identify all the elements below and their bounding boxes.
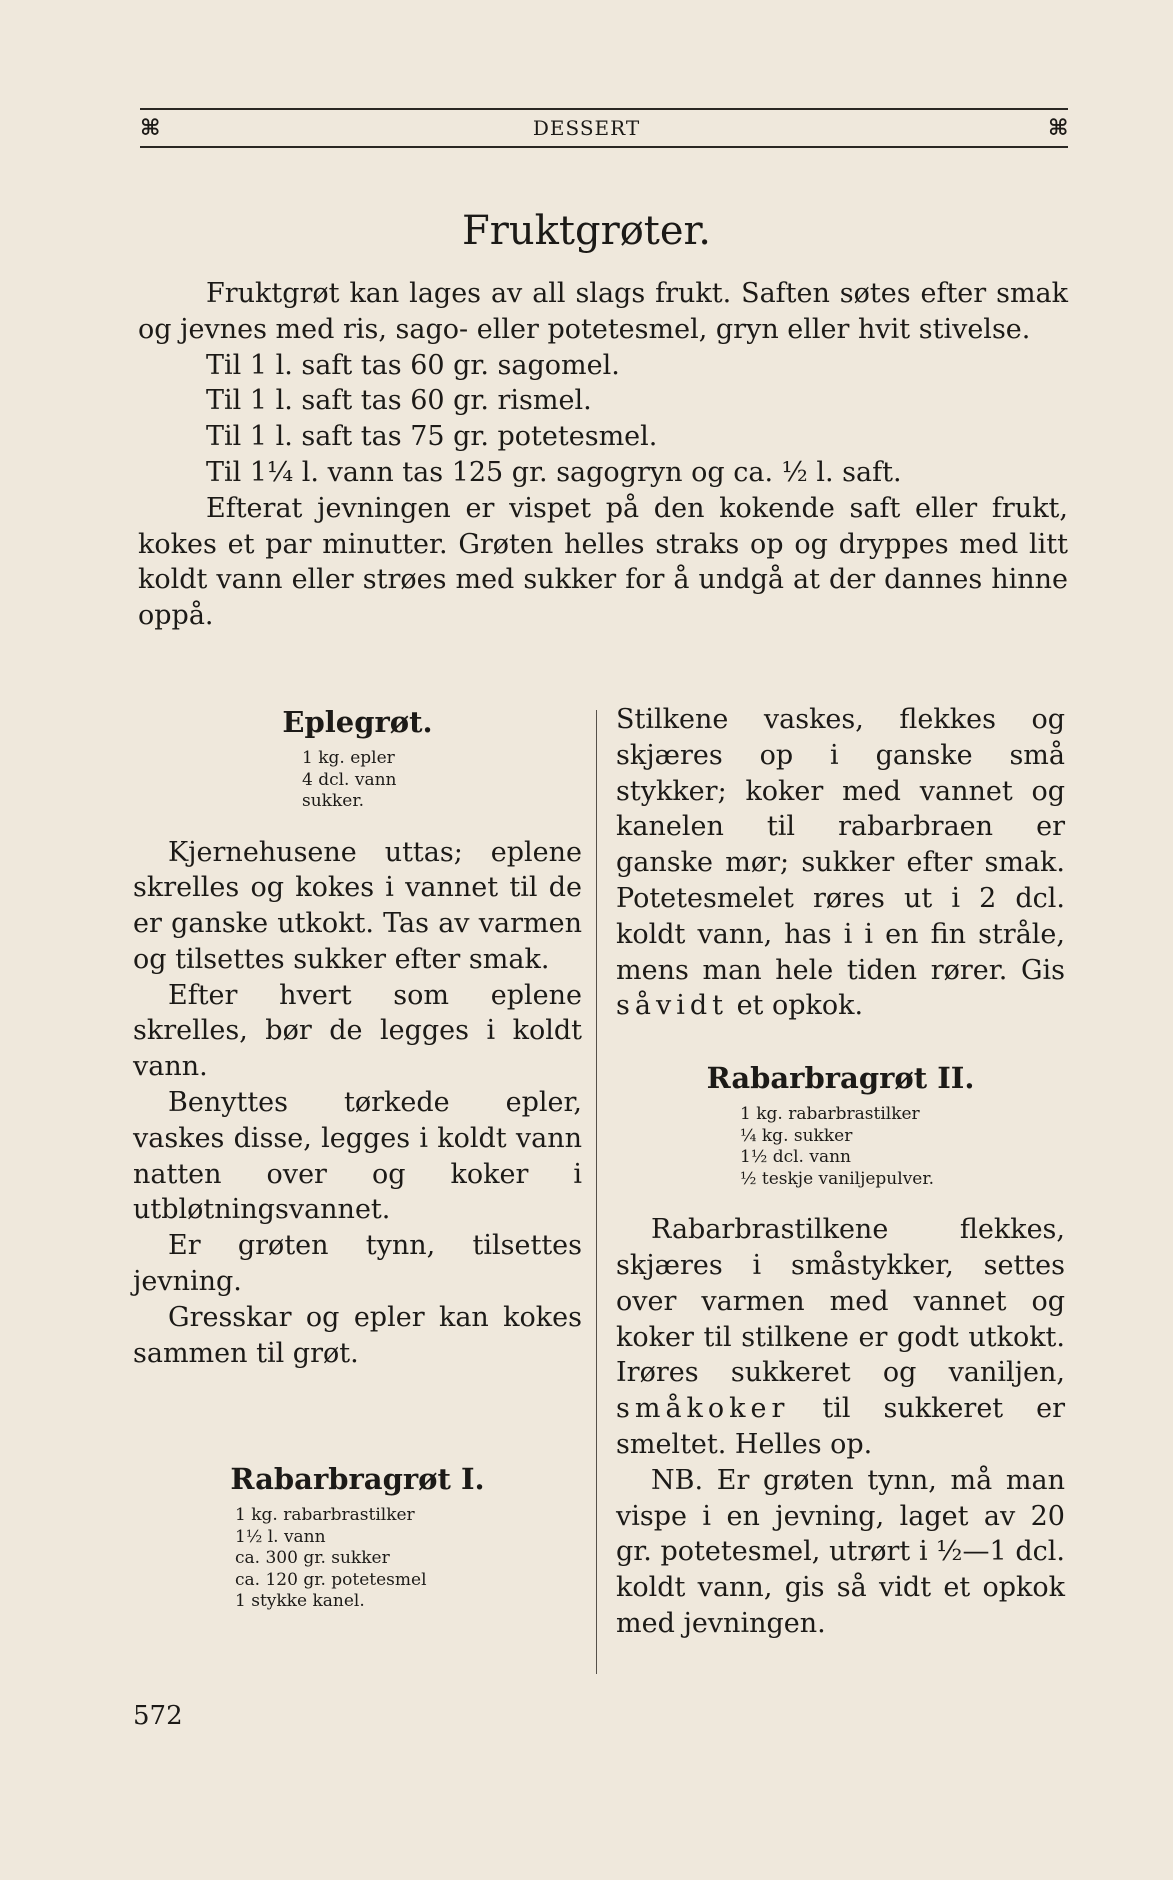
amount-line: Til 1 l. saft tas 75 gr. potetesmel. — [206, 421, 658, 453]
ingredient: ¼ kg. sukker — [740, 1125, 853, 1146]
amount-line: Til 1 l. saft tas 60 gr. sagomel. — [206, 349, 620, 381]
ingredient: ca. 300 gr. sukker — [235, 1548, 390, 1569]
recipe-paragraph: Efter hvert som eplene skrelles, bør de legges i koldt vann. — [133, 979, 582, 1083]
spaced-word: småkoker — [616, 1393, 790, 1425]
intro-paragraph: Fruktgrøt kan lages av all slags frukt. Saften søtes efter smak og jevnes med ris, sago- eller potetesmel, gryn eller hvit stivelse. — [138, 278, 1068, 345]
header-left-ornament: ⌘ — [140, 115, 161, 141]
text-run: Rabarbrastilkene flekkes, skjæres i småstykker, settes over varmen med vannet og koker til stilkene er godt utkokt. Irøres sukkeret og vaniljen, — [616, 1214, 1065, 1389]
recipe-paragraph — [616, 1212, 1065, 1463]
recipe-paragraph: Benyttes tørkede epler, vaskes disse, legges i koldt vann natten over og koker i utbløtningsvannet. — [133, 1087, 582, 1226]
ingredient: 1 kg. rabarbrastilker — [740, 1104, 920, 1125]
recipe-heading-rabarbragrot-2: Rabarbragrøt II. — [706, 1061, 975, 1096]
amount-line: Til 1 l. saft tas 60 gr. rismel. — [206, 385, 592, 417]
ingredient: 1½ dcl. vann — [740, 1147, 851, 1168]
header-rule-top — [140, 108, 1068, 110]
ingredient: 1 stykke kanel. — [235, 1591, 365, 1612]
recipe-paragraph: Er grøten tynn, tilsettes jevning. — [133, 1230, 582, 1298]
left-column — [133, 702, 582, 1613]
spaced-word: såvidt — [616, 990, 728, 1022]
text-run: Stilkene vaskes, flekkes og skjæres op i ganske små stykker; koker med vannet og kanelen til rabarbraen er ganske mør; sukker efter smak. Potetesmelet røres ut i 2 dcl. koldt vann, has i i en fin stråle, mens man hele tiden rører. Gis — [616, 704, 1065, 986]
ingredient-list — [302, 748, 582, 813]
ingredient: 4 dcl. vann — [302, 769, 397, 790]
recipe-paragraph — [616, 702, 1065, 1024]
intro-section — [138, 276, 1068, 634]
recipe-heading-rabarbragrot-1: Rabarbragrøt I. — [230, 1462, 485, 1497]
recipe-paragraph: Gresskar og epler kan kokes sammen til grøt. — [133, 1301, 582, 1369]
nb-paragraph: NB. Er grøten tynn, må man vispe i en jevning, laget av 20 gr. potetesmel, utrørt i ½—1 dcl. koldt vann, gis så vidt et opkok med jevningen. — [616, 1464, 1065, 1639]
ingredient: 1½ l. vann — [235, 1526, 326, 1547]
ingredient: ½ teskje vaniljepulver. — [740, 1168, 935, 1189]
ingredient-list — [740, 1104, 1065, 1190]
ingredient: 1 kg. epler — [302, 748, 395, 768]
chapter-title: Fruktgrøter. — [462, 208, 711, 254]
column-divider — [596, 710, 597, 1674]
text-run: til sukkeret er smeltet. Helles op. — [616, 1393, 1065, 1460]
header-rule-bottom — [140, 146, 1068, 148]
amount-line: Til 1¼ l. vann tas 125 gr. sagogryn og ca. ½ l. saft. — [206, 456, 902, 488]
text-run: et opkok. — [736, 990, 864, 1022]
ingredient: ca. 120 gr. potetesmel — [235, 1569, 427, 1590]
page-number: 572 — [133, 1701, 183, 1731]
ingredient: sukker. — [302, 791, 364, 811]
intro-paragraph: Efterat jevningen er vispet på den kokende saft eller frukt, kokes et par minutter. Grøten helles straks op og dryppes med litt koldt vann eller strøes med sukker for å undgå at der dannes hinne oppå. — [138, 492, 1068, 632]
header-right-ornament: ⌘ — [1048, 115, 1069, 141]
running-header: DESSERT — [532, 116, 641, 140]
ingredient: 1 kg. rabarbrastilker — [235, 1505, 415, 1526]
recipe-heading-eplegrot: Eplegrøt. — [282, 705, 433, 739]
right-column — [616, 702, 1065, 1642]
ingredient-list — [235, 1505, 582, 1613]
recipe-paragraph: Kjernehusene uttas; eplene skrelles og kokes i vannet til de er ganske utkokt. Tas av varmen og tilsettes sukker efter smak. — [133, 836, 582, 975]
